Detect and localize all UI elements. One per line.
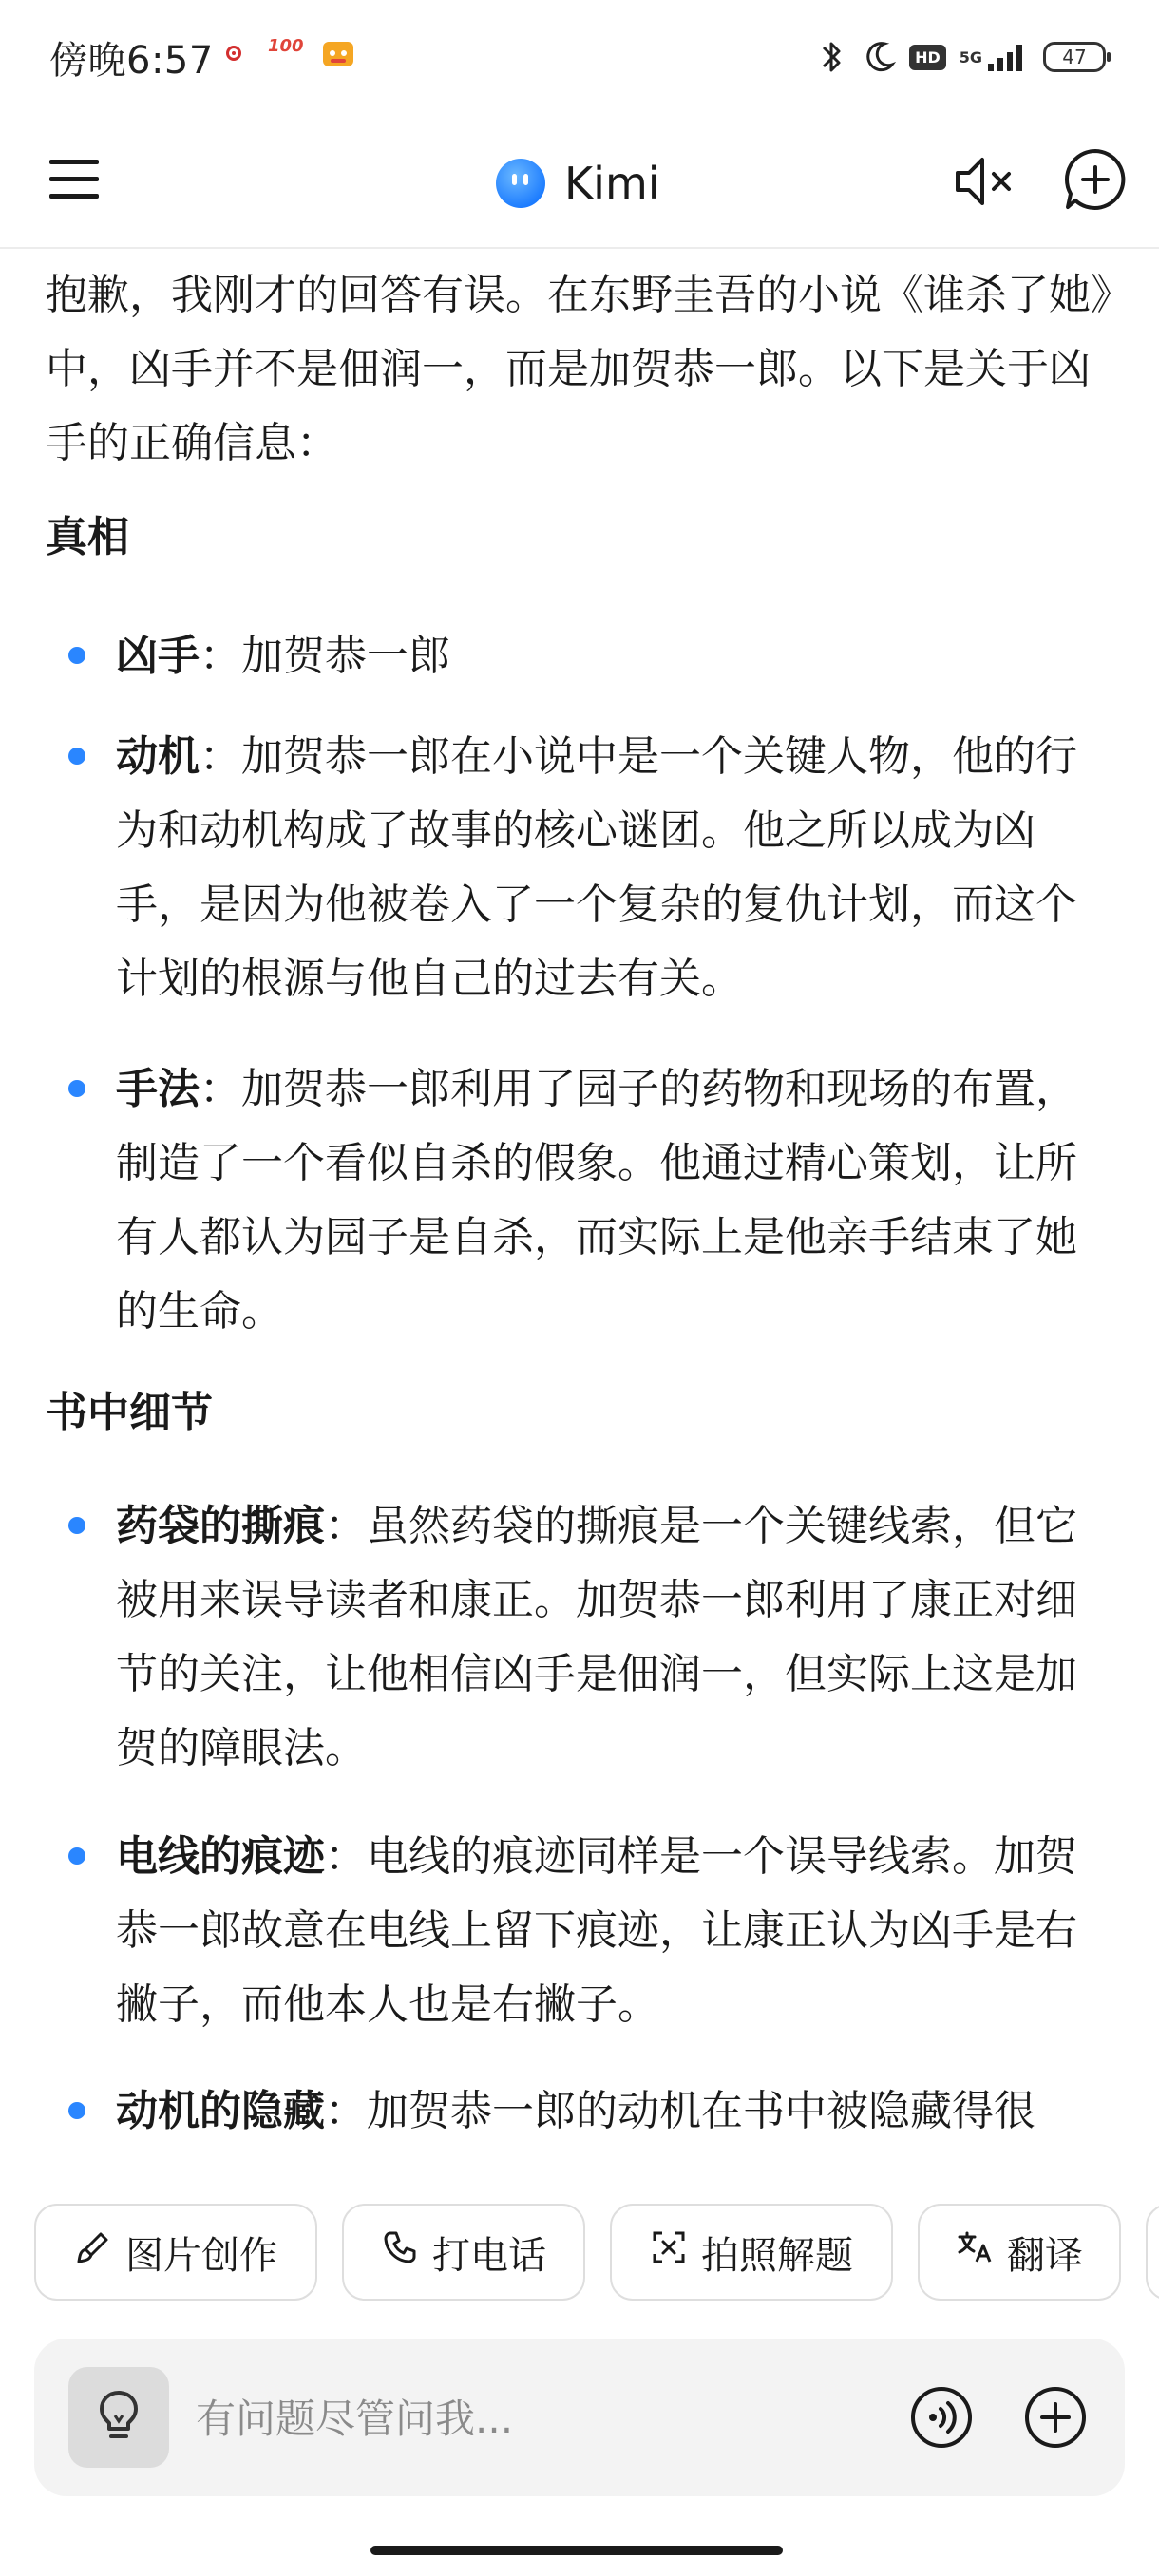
battery-icon: 47 [1043,42,1106,72]
app-header [0,114,1159,249]
bullet-dot-icon [68,1080,86,1097]
chip-image-creation[interactable] [34,2204,317,2301]
list-item-text: ：加贺恭一郎 [200,632,450,680]
network-type-label: 5G [959,47,982,66]
chip-translate[interactable] [918,2204,1121,2301]
list-item-text: ：加贺恭一郎利用了园子的药物和现场的布置，制造了一个看似自杀的假象。他通过精心策划，让所有人都认为园子是自杀，而实际上是他亲手结束了她的生命。 [116,1065,1077,1335]
list-item-term: 手法 [116,1065,200,1113]
list-item-text: ：加贺恭一郎的动机在书中被隐藏得很 [325,2087,1036,2135]
section-heading-details: 书中细节 [46,1389,213,1437]
bullet-dot-icon [68,1847,86,1865]
notification-dot-icon [226,46,241,61]
lightbulb-icon [92,2387,145,2448]
bullet-dot-icon [68,2102,86,2119]
list-item [68,1489,1113,1786]
brand [494,150,660,217]
chip-label: 拍照解题 [701,2233,853,2278]
status-time: 傍晚6:57 [49,39,214,83]
bullet-dot-icon [68,1517,86,1534]
quick-action-chips [34,2204,1159,2304]
list-item [68,2074,1113,2147]
kimi-logo-icon [494,157,547,210]
list-item-term: 动机的隐藏 [116,2087,325,2135]
list-item-term: 凶手 [116,632,200,680]
new-chat-icon[interactable] [1062,146,1129,213]
list-item-term: 动机 [116,732,200,781]
add-attachment-icon[interactable] [1022,2384,1089,2451]
chat-input[interactable] [194,2384,882,2453]
speaker-mute-icon[interactable] [950,148,1016,215]
voice-call-icon[interactable] [908,2384,975,2451]
list-item-term: 电线的痕迹 [116,1832,325,1881]
list-item-text: ：电线的痕迹同样是一个误导线索。加贺恭一郎故意在电线上留下痕迹，让康正认为凶手是右撇子，而他本人也是右撇子。 [116,1832,1077,2029]
app-title: Kimi [564,158,660,209]
notification-app-icon [319,36,357,68]
assistant-intro-text: 抱歉，我刚才的回答有误。在东野圭吾的小说《谁杀了她》中，凶手并不是佃润一，而是加贺恭一郎。以下是关于凶手的正确信息： [46,271,1112,467]
scan-icon [650,2228,688,2276]
chip-label: 翻译 [1007,2233,1083,2278]
chip-phone-call[interactable] [342,2204,585,2301]
translate-icon [956,2228,994,2276]
bullet-dot-icon [68,647,86,664]
chat-input-bar [34,2339,1125,2496]
phone-icon [381,2228,419,2276]
section-heading-truth: 真相 [46,513,129,561]
chip-label: 打电话 [432,2233,546,2278]
bullet-dot-icon [68,748,86,765]
lightbulb-button[interactable] [68,2367,169,2468]
notification-badge-100: 100 [268,36,304,56]
list-item [68,1052,1113,1349]
chip-label: 图片创作 [125,2233,277,2278]
chip-photo-solve[interactable] [610,2204,893,2301]
list-item [68,1820,1113,2042]
list-item-text: ：虽然药袋的撕痕是一个关键线索，但它被用来误导读者和康正。加贺恭一郎利用了康正对细节的关注，让他相信凶手是佃润一，但实际上这是加贺的障眼法。 [116,1502,1077,1772]
list-item [68,619,1113,693]
list-item [68,720,1113,1016]
brush-icon [74,2228,112,2276]
bluetooth-icon [814,38,848,76]
hd-icon: HD [909,45,946,70]
menu-icon[interactable] [48,152,101,205]
list-item-term: 药袋的撕痕 [116,1502,325,1550]
moon-icon [862,40,896,74]
status-bar [0,0,1159,114]
home-indicator[interactable] [370,2546,783,2555]
chat-content[interactable] [0,249,1159,2147]
signal-icon [960,41,1030,73]
chip-more-partial[interactable] [1146,2204,1159,2301]
status-right-group [814,32,1106,82]
list-item-text: ：加贺恭一郎在小说中是一个关键人物，他的行为和动机构成了故事的核心谜团。他之所以成为凶手，是因为他被卷入了一个复杂的复仇计划，而这个计划的根源与他自己的过去有关。 [116,732,1077,1003]
